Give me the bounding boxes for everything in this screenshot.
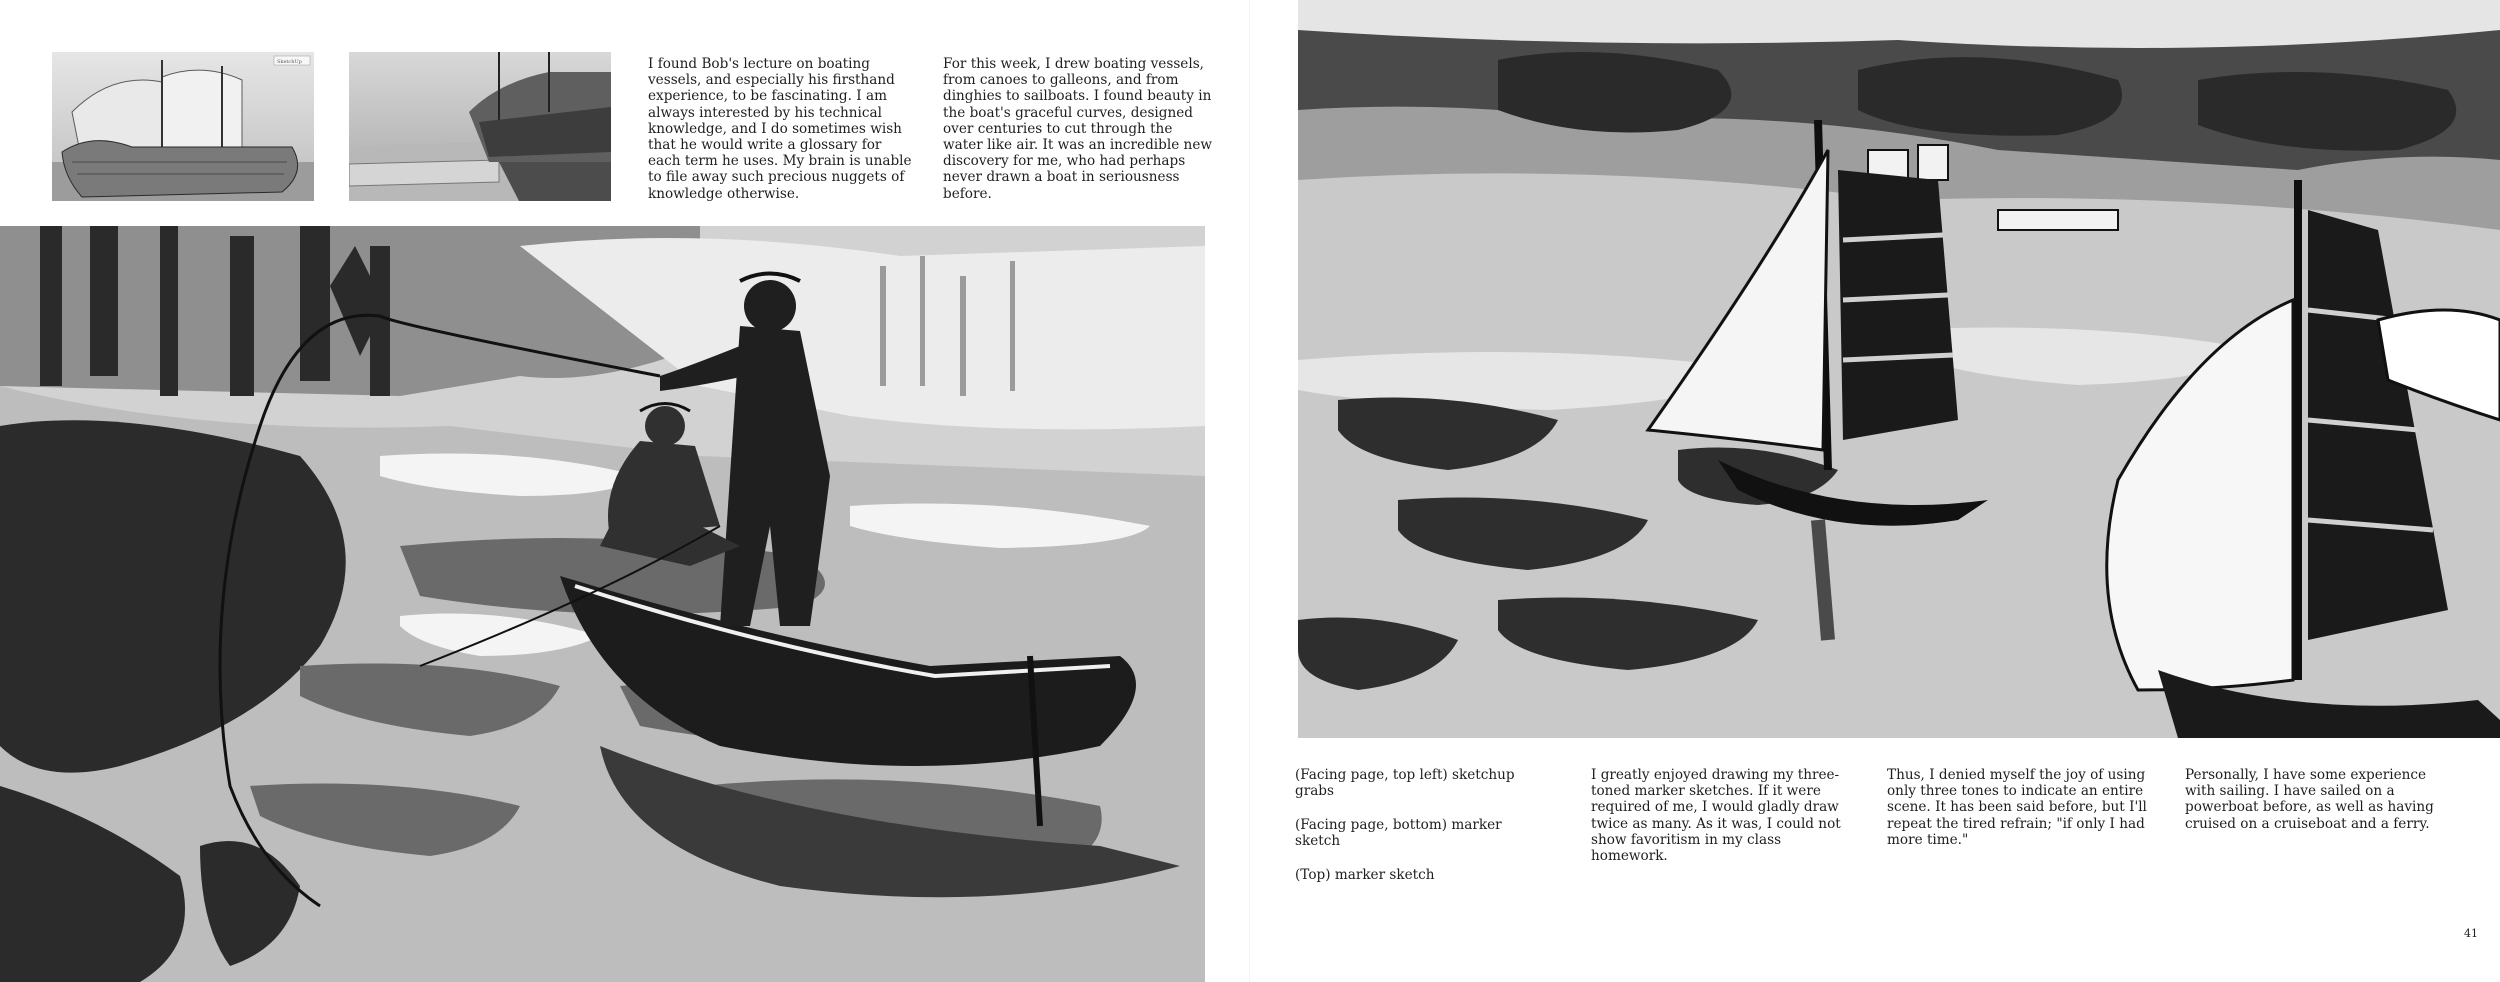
caption-sketchup-grabs: (Facing page, top left) sketchup grabs bbox=[1295, 767, 1515, 799]
intro-paragraph: I found Bob's lecture on boating vessels, and especially his firsthand experience, to be fascinating. I am always interested by his technical knowledge, and I do sometimes wish that he would write a glossary for each term he uses. My brain is unable to file away such precious nuggets of knowledge otherwise. bbox=[648, 56, 912, 202]
sailboats-marker-sketch bbox=[1298, 0, 2500, 738]
three-tone-paragraph: I greatly enjoyed drawing my three-toned marker sketches. If it were required of me, I would gladly draw twice as many. As it was, I could not show favoritism in my class homework. bbox=[1591, 767, 1841, 865]
caption-facing-bottom: (Facing page, bottom) marker sketch bbox=[1295, 817, 1502, 849]
galleon-front-illustration bbox=[52, 52, 314, 201]
caption-top: (Top) marker sketch bbox=[1295, 867, 1435, 883]
sailing-experience-paragraph: Personally, I have some experience with sailing. I have sailed on a powerboat before, as well as having cruised on a cruiseboat and a ferry. bbox=[2185, 767, 2434, 832]
page-number: 41 bbox=[2464, 927, 2478, 940]
sketchup-label: SketchUp bbox=[277, 59, 302, 65]
boats-paragraph: For this week, I drew boating vessels, from canoes to galleons, and from dinghies to sailboats. I found beauty in the boat's graceful curves, designed over centuries to cut through the water like air. It was an incredible new discovery for me, who had perhaps never drawn a boat in seriousness before. bbox=[943, 56, 1212, 202]
fishermen-marker-sketch bbox=[0, 226, 1205, 982]
caption-list bbox=[1295, 767, 1540, 901]
right-page bbox=[1250, 0, 2500, 982]
sketchup-grab-side bbox=[349, 52, 611, 201]
galleon-side-illustration bbox=[349, 52, 611, 201]
time-paragraph: Thus, I denied myself the joy of using only three tones to indicate an entire scene. It has been said before, but I'll repeat the tired refrain; "if only I had more time." bbox=[1887, 767, 2147, 848]
sketchup-grab-front bbox=[52, 52, 314, 201]
